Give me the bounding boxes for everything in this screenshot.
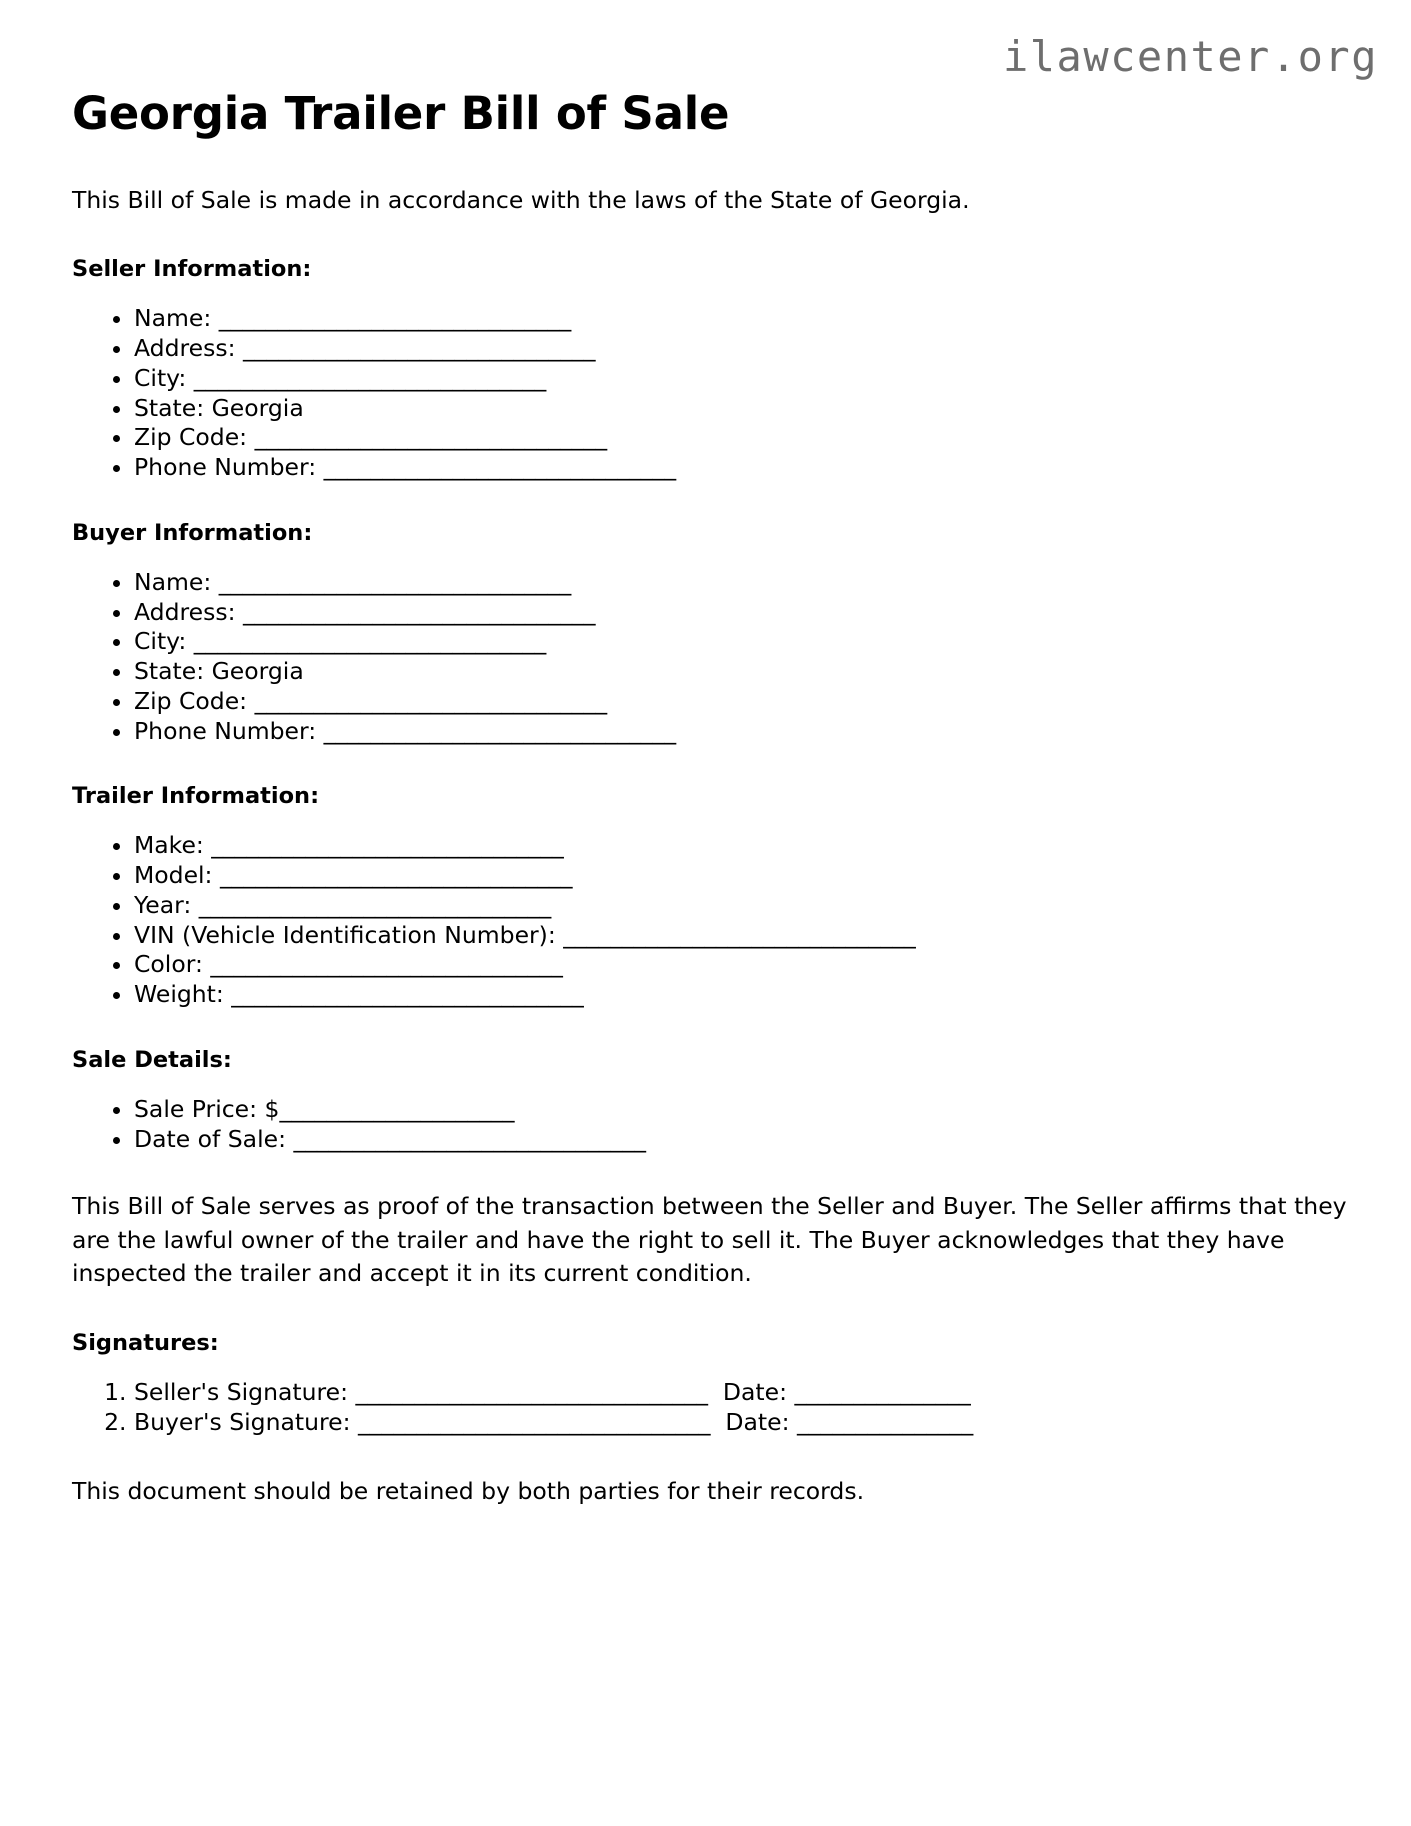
list-item [134,1408,1347,1438]
sale-details-list [72,1095,1347,1154]
sale-details-heading: Sale Details: [72,1046,232,1073]
seller-zip-field[interactable]: Zip Code: ______________________________ [134,423,608,452]
buyer-name-field[interactable]: Name: ______________________________ [134,567,572,596]
list-item [134,598,1347,628]
list-item [134,453,1347,483]
seller-phone-field[interactable]: Phone Number: ______________________________ [134,452,677,481]
trailer-model-field[interactable]: Model: ______________________________ [134,861,573,890]
list-item [134,717,1347,747]
document-body [72,88,1347,1509]
closing-paragraph: This document should be retained by both parties for their records. [72,1477,865,1506]
list-item [134,1378,1347,1408]
date-of-sale-field[interactable]: Date of Sale: ______________________________ [134,1124,646,1153]
seller-name-field[interactable]: Name: ______________________________ [134,304,572,333]
trailer-information-heading: Trailer Information: [72,783,320,810]
seller-signature-field[interactable]: Seller's Signature: ______________________________ Date: _______________ [134,1377,971,1406]
seller-city-field[interactable]: City: ______________________________ [134,363,547,392]
list-item [134,891,1347,921]
list-item [134,334,1347,364]
buyer-information-heading: Buyer Information: [72,519,313,546]
list-item [134,831,1347,861]
buyer-information-list [72,568,1347,746]
list-item [134,304,1347,334]
trailer-vin-field[interactable]: VIN (Vehicle Identification Number): ______________________________ [134,920,916,949]
list-item [134,657,1347,687]
list-item [134,1125,1347,1155]
seller-information-list [72,304,1347,482]
buyer-signature-field[interactable]: Buyer's Signature: ______________________________ Date: _______________ [134,1407,974,1436]
signatures-list [72,1378,1347,1437]
list-item [134,921,1347,951]
buyer-city-field[interactable]: City: ______________________________ [134,627,547,656]
list-item [134,687,1347,717]
trailer-weight-field[interactable]: Weight: ______________________________ [134,980,584,1009]
list-item [134,568,1347,598]
intro-paragraph: This Bill of Sale is made in accordance with the laws of the State of Georgia. [72,185,970,214]
affirmation-paragraph: This Bill of Sale serves as proof of the transaction between the Seller and Buyer. The Seller affirms that they are the lawful owner of the trailer and have the right to sell it. The Buyer acknowledges that they have inspected the trailer and accept it in its current condition. [72,1192,1347,1288]
list-item [134,861,1347,891]
seller-information-heading: Seller Information: [72,256,312,283]
seller-address-field[interactable]: Address: ______________________________ [134,334,596,363]
list-item [134,980,1347,1010]
buyer-zip-field[interactable]: Zip Code: ______________________________ [134,686,608,715]
seller-state-field: State: Georgia [134,393,304,422]
buyer-phone-field[interactable]: Phone Number: ______________________________ [134,716,677,745]
sale-price-field[interactable]: Sale Price: $____________________ [134,1095,515,1124]
site-watermark: ilawcenter.org [1002,32,1378,81]
trailer-color-field[interactable]: Color: ______________________________ [134,950,563,979]
trailer-information-list [72,831,1347,1009]
buyer-state-field: State: Georgia [134,657,304,686]
list-item [134,950,1347,980]
list-item [134,627,1347,657]
list-item [134,423,1347,453]
trailer-year-field[interactable]: Year: ______________________________ [134,890,552,919]
trailer-make-field[interactable]: Make: ______________________________ [134,831,564,860]
list-item [134,394,1347,424]
signatures-heading: Signatures: [72,1329,219,1356]
list-item [134,364,1347,394]
buyer-address-field[interactable]: Address: ______________________________ [134,597,596,626]
page-title: Georgia Trailer Bill of Sale [72,87,730,140]
list-item [134,1095,1347,1125]
